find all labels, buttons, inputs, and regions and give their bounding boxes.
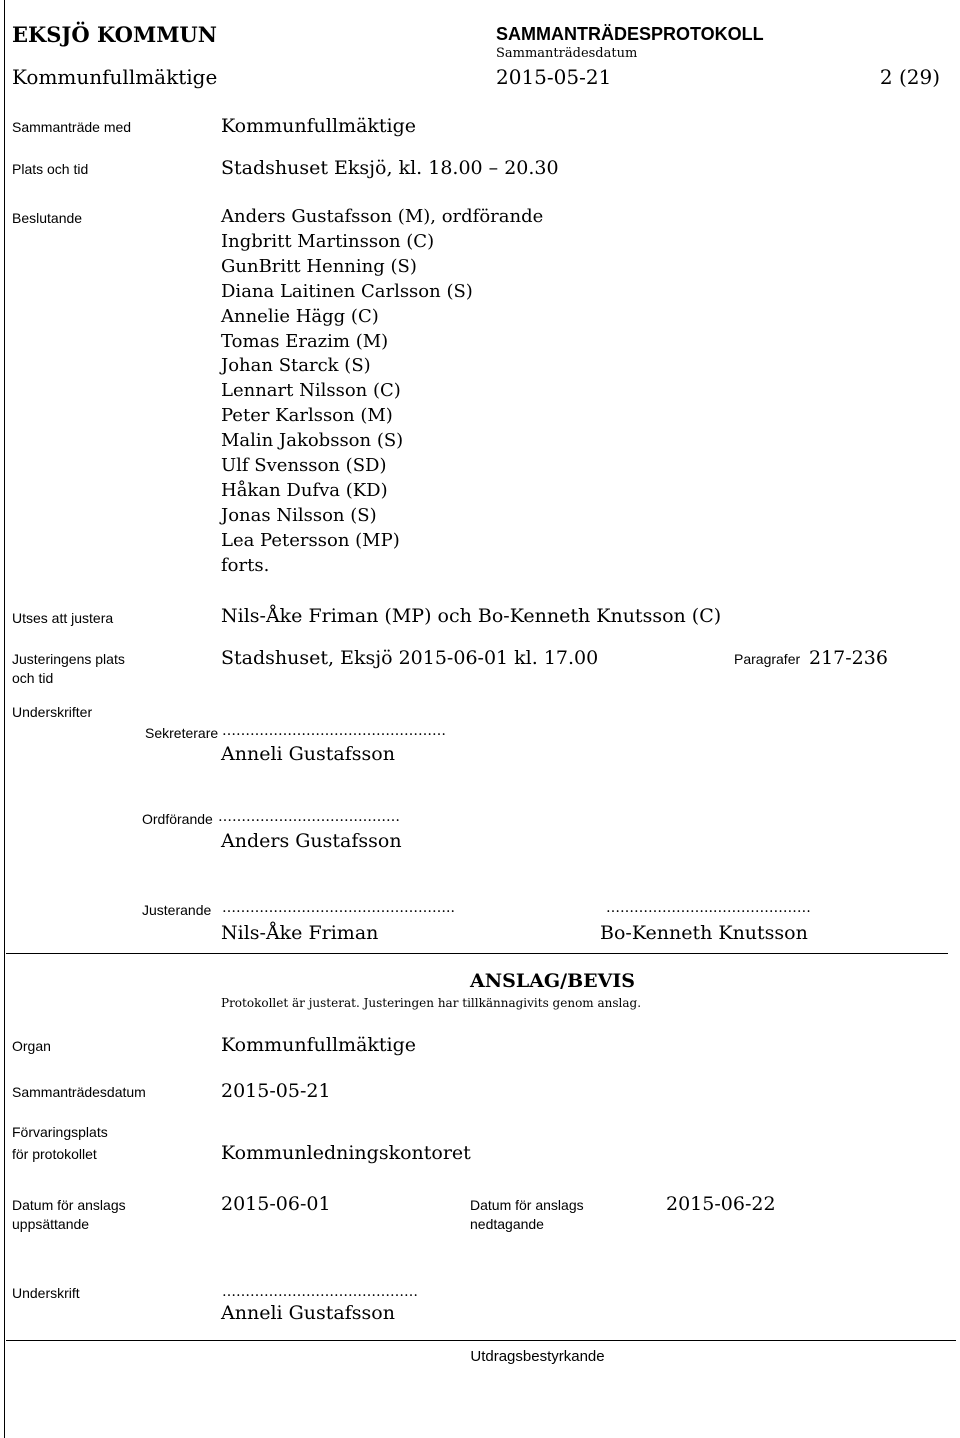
member: GunBritt Henning (S) xyxy=(221,255,417,277)
posted-value: 2015-06-01 xyxy=(221,1193,331,1215)
adjuster-label: Justerande xyxy=(142,902,212,918)
removed-label-2: nedtagande xyxy=(470,1216,544,1232)
paragraphs-value: 217-236 xyxy=(809,647,888,669)
adjust-place-value: Stadshuset, Eksjö 2015-06-01 kl. 17.00 xyxy=(221,647,599,669)
posted-label-2: uppsättande xyxy=(12,1216,90,1232)
notice-date-value: 2015-05-21 xyxy=(221,1080,331,1102)
organ-label: Organ xyxy=(12,1038,51,1054)
member: Malin Jakobsson (S) xyxy=(221,430,404,452)
member: Håkan Dufva (KD) xyxy=(221,479,388,501)
notice-statement: Protokollet är justerat. Justeringen har tillkännagivits genom anslag. xyxy=(221,996,642,1010)
secretary-signature-line: ………………………………………… xyxy=(222,723,446,739)
notice-date-label: Sammanträdesdatum xyxy=(12,1084,146,1100)
place-value: Stadshuset Eksjö, kl. 18.00 – 20.30 xyxy=(221,157,559,179)
member: Peter Karlsson (M) xyxy=(221,405,393,427)
member: Tomas Erazim (M) xyxy=(221,330,389,352)
date-label: Sammanträdesdatum xyxy=(496,46,638,61)
continued-note: forts. xyxy=(221,554,270,576)
storage-value: Kommunledningskontoret xyxy=(221,1142,471,1164)
secretary-name: Anneli Gustafsson xyxy=(221,743,395,765)
meeting-with-value: Kommunfullmäktige xyxy=(221,115,417,137)
extract-certification-label: Utdragsbestyrkande xyxy=(470,1348,605,1365)
paragraphs-label: Paragrafer xyxy=(734,651,801,667)
adjuster-2-name: Bo-Kenneth Knutsson xyxy=(600,922,808,944)
member: Ingbritt Martinsson (C) xyxy=(221,230,435,252)
appointed-label: Utses att justera xyxy=(12,610,114,626)
page-number: 2 (29) xyxy=(879,65,940,89)
removed-label-1: Datum för anslags xyxy=(470,1197,584,1213)
posted-label-1: Datum för anslags xyxy=(12,1197,126,1213)
footer-divider xyxy=(6,1340,956,1341)
section-divider xyxy=(6,953,948,954)
organ-value: Kommunfullmäktige xyxy=(221,1034,417,1056)
body-name: Kommunfullmäktige xyxy=(12,65,218,89)
notice-heading: ANSLAG/BEVIS xyxy=(470,970,635,992)
storage-label-1: Förvaringsplats xyxy=(12,1124,108,1140)
member: Diana Laitinen Carlsson (S) xyxy=(221,280,473,302)
meeting-date: 2015-05-21 xyxy=(496,65,612,89)
secretary-label: Sekreterare xyxy=(145,725,219,741)
notice-signature-name: Anneli Gustafsson xyxy=(221,1302,395,1324)
appointed-value: Nils-Åke Friman (MP) och Bo-Kenneth Knutsson (C) xyxy=(221,605,722,627)
member: Lea Petersson (MP) xyxy=(221,529,400,551)
meeting-with-label: Sammanträde med xyxy=(12,119,132,135)
member: Johan Starck (S) xyxy=(221,355,371,377)
chair-name: Anders Gustafsson xyxy=(221,830,402,852)
removed-value: 2015-06-22 xyxy=(666,1193,776,1215)
place-label: Plats och tid xyxy=(12,161,89,177)
document-type: SAMMANTRÄDESPROTOKOLL xyxy=(496,24,764,44)
notice-signature-line: …………………………………… xyxy=(222,1284,418,1300)
storage-label-2: för protokollet xyxy=(12,1146,97,1162)
adjuster-1-signature-line: ………………………………………….. xyxy=(222,900,455,916)
page-left-border xyxy=(4,0,5,1438)
adjuster-1-name: Nils-Åke Friman xyxy=(221,922,379,944)
signature-label: Underskrift xyxy=(12,1285,80,1301)
member: Jonas Nilsson (S) xyxy=(221,504,377,526)
member: Anders Gustafsson (M), ordförande xyxy=(221,206,544,227)
member: Annelie Hägg (C) xyxy=(221,305,379,327)
signatures-label: Underskrifter xyxy=(12,704,93,720)
municipality-name: EKSJÖ KOMMUN xyxy=(12,22,217,47)
chair-signature-line: ………………………………… xyxy=(218,809,400,825)
deciding-label: Beslutande xyxy=(12,210,83,226)
adjust-place-label-1: Justeringens plats xyxy=(12,651,125,667)
members-list xyxy=(221,205,543,579)
chair-label: Ordförande xyxy=(142,811,213,827)
adjuster-2-signature-line: …………………..………………… xyxy=(606,900,811,916)
adjust-place-label-2: och tid xyxy=(12,670,54,686)
member: Ulf Svensson (SD) xyxy=(221,455,387,477)
member: Lennart Nilsson (C) xyxy=(221,380,401,402)
